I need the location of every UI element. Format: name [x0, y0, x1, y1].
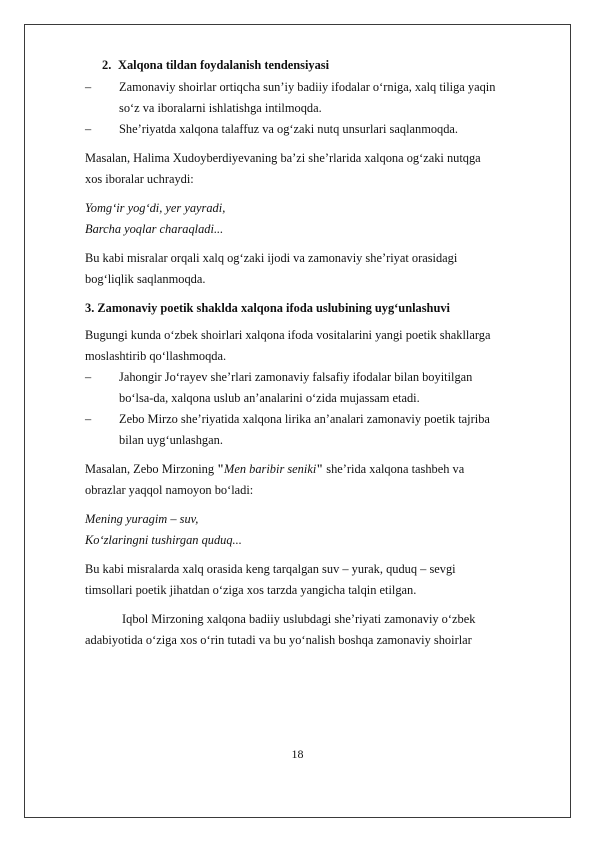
list-item-text: so‘z va iboralarni ishlatishga intilmoqda. — [119, 101, 322, 115]
list-item — [85, 409, 550, 451]
quote-mark: " — [316, 462, 324, 476]
dash-bullet: – — [85, 412, 92, 426]
paragraph-line: timsollari poetik jihatdan o‘ziga xos tarzda yangicha talqin etilgan. — [85, 583, 417, 597]
verse-line: Yomg‘ir yog‘di, yer yayradi, — [85, 201, 226, 215]
quote-mark: " — [217, 462, 225, 476]
list-item-text: Zamonaviy shoirlar ortiqcha sun’iy badiiy ifodalar o‘rniga, xalq tiliga yaqin — [119, 80, 496, 94]
verse-line: Barcha yoqlar charaqladi... — [85, 222, 224, 236]
page-number: 18 — [291, 747, 304, 761]
section-2-number: 2. — [102, 58, 112, 72]
section-2-title: Xalqona tildan foydalanish tendensiyasi — [118, 58, 330, 72]
verse-line: Ko‘zlaringni tushirgan quduq... — [85, 533, 242, 547]
paragraph-text: Masalan, Zebo Mirzoning — [85, 462, 218, 476]
list-item-text: bo‘lsa-da, xalqona uslub an’analarini o‘zida mujassam etadi. — [119, 391, 420, 405]
section-3-heading: 3. Zamonaviy poetik shaklda xalqona ifoda uslubining uyg‘unlashuvi — [85, 301, 450, 315]
list-item — [85, 119, 550, 140]
list-item-text: bilan uyg‘unlashgan. — [119, 433, 223, 447]
paragraph-line: Iqbol Mirzoning xalqona badiiy uslubdagi she’riyati zamonaviy o‘zbek — [122, 612, 476, 626]
verse-line: Mening yuragim – suv, — [85, 512, 199, 526]
list-item — [85, 77, 550, 119]
paragraph-line: Masalan, Halima Xudoyberdiyevaning ba’zi she’rlarida xalqona og‘zaki nutqga — [85, 151, 481, 165]
list-item-text: She’riyatda xalqona talaffuz va og‘zaki nutq unsurlari saqlanmoqda. — [119, 122, 459, 136]
poem-title: Men baribir seniki — [224, 462, 317, 476]
dash-bullet: – — [85, 370, 92, 384]
list-item-text: Jahongir Jo‘rayev she’rlari zamonaviy falsafiy ifodalar bilan boyitilgan — [119, 370, 473, 384]
paragraph-line: adabiyotida o‘ziga xos o‘rin tutadi va bu yo‘nalish boshqa zamonaviy shoirlar — [85, 633, 472, 647]
paragraph-line: moslashtirib qo‘llashmoqda. — [85, 349, 227, 363]
paragraph-line: Bu kabi misralarda xalq orasida keng tarqalgan suv – yurak, quduq – sevgi — [85, 562, 456, 576]
paragraph-line — [85, 459, 550, 480]
section-2-heading — [85, 54, 550, 77]
paragraph-line: Bu kabi misralar orqali xalq og‘zaki ijodi va zamonaviy she’riyat orasidagi — [85, 251, 458, 265]
dash-bullet: – — [85, 122, 92, 136]
paragraph-line: obrazlar yaqqol namoyon bo‘ladi: — [85, 483, 254, 497]
list-item-text: Zebo Mirzo she’riyatida xalqona lirika an’analari zamonaviy poetik tajriba — [119, 412, 490, 426]
document-body — [85, 54, 550, 651]
dash-bullet: – — [85, 80, 92, 94]
paragraph-line: Bugungi kunda o‘zbek shoirlari xalqona ifoda vositalarini yangi poetik shakllarga — [85, 328, 491, 342]
list-item — [85, 367, 550, 409]
paragraph-line: xos iboralar uchraydi: — [85, 172, 194, 186]
paragraph-line: bog‘liqlik saqlanmoqda. — [85, 272, 206, 286]
paragraph-text: she’rida xalqona tashbeh va — [323, 462, 465, 476]
